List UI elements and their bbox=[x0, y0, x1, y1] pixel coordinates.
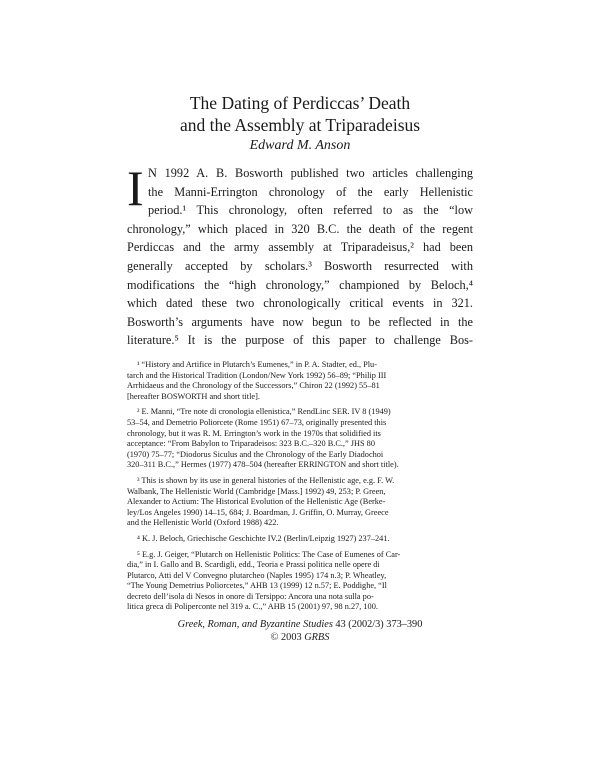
footnote-2 bbox=[127, 407, 473, 471]
footnote-line: decreto dell’isola di Nesos in onore di Tersippo: Ancora una nota sulla po- bbox=[127, 591, 374, 601]
copyright-line bbox=[0, 631, 600, 644]
article-title bbox=[0, 92, 600, 136]
footnote-line: 53–54, and Demetrio Poliorcete (Rome 1951) 67–73, originally presented this bbox=[127, 417, 387, 427]
body-line: literature.⁵ It is the purpose of this paper to challenge Bos- bbox=[127, 333, 473, 348]
footnotes bbox=[127, 360, 473, 618]
drop-cap: I bbox=[127, 160, 144, 216]
body-line: modifications the “high chronology,” championed by Beloch,⁴ bbox=[127, 277, 473, 292]
journal-title: Greek, Roman, and Byzantine Studies bbox=[177, 619, 333, 630]
footnote-1 bbox=[127, 360, 473, 402]
footnote-3 bbox=[127, 476, 473, 529]
footnote-line: 320–311 B.C.,” Hermes (1977) 478–504 (hereafter ERRINGTON and short title). bbox=[127, 460, 399, 470]
footnote-line: ⁴ K. J. Beloch, Griechische Geschichte IV.2 (Berlin/Leipzig 1927) 237–241. bbox=[137, 533, 390, 543]
footnote-line: Plutarco, Atti del V Convegno plutarcheo (Naples 1995) 174 n.3; P. Wheatley, bbox=[127, 570, 387, 580]
footnote-4 bbox=[127, 534, 473, 545]
citation-line bbox=[0, 618, 600, 631]
footnote-line: dia,” in I. Gallo and B. Scardigli, edd., Teoria e Prassi politica nelle opere di bbox=[127, 560, 380, 570]
footnote-line: ley/Los Angeles 1990) 14–15, 684; J. Boardman, J. Griffin, O. Murray, Greece bbox=[127, 507, 389, 517]
body-line: chronology,” which placed in 320 B.C. the death of the regent bbox=[127, 221, 473, 236]
body-line: Bosworth’s arguments have now begun to be reflected in the bbox=[127, 314, 473, 329]
footnote-line: chronology, but it was R. M. Errington’s work in the 1970s that solidified its bbox=[127, 428, 381, 438]
footnote-line: acceptance: “From Babylon to Triparadeisos: 323 B.C.–320 B.C.,” JHS 80 bbox=[127, 439, 375, 449]
footnote-line: ³ This is shown by its use in general histories of the Hellenistic age, e.g. F. W. bbox=[137, 475, 395, 485]
body-paragraph bbox=[127, 160, 473, 350]
citation-volume-pages: 43 (2002/3) 373–390 bbox=[332, 619, 423, 630]
footnote-line: ¹ “History and Artifice in Plutarch’s Eumenes,” in P. A. Stadter, ed., Plu- bbox=[137, 360, 377, 369]
title-line-2: and the Assembly at Triparadeisus bbox=[179, 115, 421, 135]
footnote-line: ⁵ E.g. J. Geiger, “Plutarch on Hellenistic Politics: The Case of Eumenes of Car- bbox=[137, 549, 401, 559]
footnote-line: tarch and the Historical Tradition (London/New York 1992) 56–89; “Philip III bbox=[127, 370, 387, 380]
footnote-line: “The Young Demetrius Poliorcetes,” AHB 13 (1999) 12 n.57; E. Poddighe, “Il bbox=[127, 581, 387, 591]
body-line: the Manni-Errington chronology of the early Hellenistic bbox=[148, 184, 473, 199]
journal-citation bbox=[0, 618, 600, 644]
footnote-line: (1970) 75–77; “Diodorus Siculus and the Chronology of the Early Diadochoi bbox=[127, 449, 384, 459]
copyright-year: © 2003 bbox=[270, 632, 305, 643]
footnote-line: [hereafter BOSWORTH and short title]. bbox=[127, 391, 260, 401]
footnote-line: Arrhidaeus and the Chronology of the Successors,” Chiron 22 (1992) 55–81 bbox=[127, 381, 380, 391]
body-line: generally accepted by scholars.³ Bosworth resurrected with bbox=[127, 258, 473, 273]
footnote-5 bbox=[127, 550, 473, 614]
body-line: which dated these two chronologically critical events in 321. bbox=[127, 296, 473, 311]
body-line: N 1992 A. B. Bosworth published two articles challenging bbox=[148, 166, 473, 180]
footnote-line: litica greca di Poliperconte nel 319 a. C.,” AHB 15 (2001) 97, 98 n.27, 100. bbox=[127, 602, 378, 612]
footnote-line: Alexander to Actium: The Historical Evolution of the Hellenistic Age (Berke- bbox=[127, 497, 386, 507]
footnote-line: ² E. Manni, “Tre note di cronologia ellenistica,” RendLinc SER. IV 8 (1949) bbox=[137, 407, 391, 417]
title-line-1: The Dating of Perdiccas’ Death bbox=[189, 93, 411, 113]
footnote-line: Walbank, The Hellenistic World (Cambridge [Mass.] 1992) 49, 253; P. Green, bbox=[127, 486, 386, 496]
author-name: Edward M. Anson bbox=[249, 138, 351, 153]
body-line: period.¹ This chronology, often referred to as the “low bbox=[148, 203, 473, 218]
footnote-line: and the Hellenistic World (Oxford 1988) 422. bbox=[127, 518, 279, 528]
copyright-holder: GRBS bbox=[304, 632, 330, 643]
body-line: Perdiccas and the army assembly at Triparadeisus,² had been bbox=[127, 240, 473, 255]
